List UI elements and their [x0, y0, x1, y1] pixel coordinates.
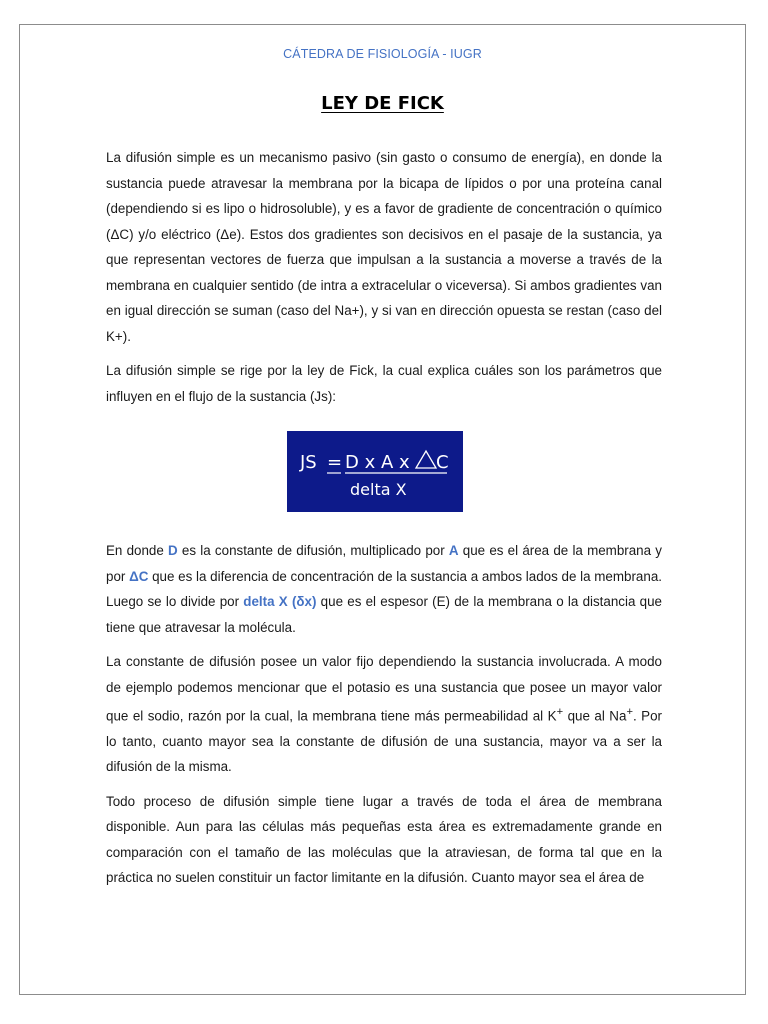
paragraph-diffusion-constant — [106, 649, 662, 780]
term-delta-x: delta X (δx) — [243, 594, 317, 609]
term-a: A — [448, 543, 459, 558]
formula-denominator: delta X — [350, 480, 407, 499]
text-segment: En donde — [106, 543, 169, 558]
text-segment: La constante de difusión posee un valor fijo dependiendo la sustancia involucrada. A modo de ejemplo podemos mencionar que el potasio es una sustancia que posee un mayor valor que el sodio, razón por la cual, la membrana tiene más permeabilidad al K — [106, 654, 662, 724]
delta-triangle-icon — [416, 451, 436, 468]
formula-numerator: D x A x — [345, 452, 410, 473]
text-segment: que al Na — [563, 708, 627, 724]
fick-formula-svg — [287, 431, 463, 512]
document-page — [19, 24, 746, 995]
text-segment: es la constante de difusión, multiplicado por — [177, 543, 449, 558]
paragraph-formula-explanation — [106, 538, 662, 640]
fick-formula-image — [287, 431, 463, 512]
page-header: CÁTEDRA DE FISIOLOGÍA - IUGR — [283, 47, 482, 61]
formula-lhs: JS — [300, 452, 317, 473]
superscript-plus: + — [556, 706, 564, 718]
body-block-bottom — [106, 538, 662, 900]
paragraph-fick-law-intro: La difusión simple se rige por la ley de Fick, la cual explica cuáles son los parámetros que influyen en el flujo de la sustancia (Js): — [106, 363, 662, 404]
formula-equals: = — [327, 452, 343, 473]
text-segment: que es el área de la membrana y por — [106, 543, 662, 584]
text-segment: que es el espesor (E) de la membrana o la distancia que tiene que atravesar la molécula. — [106, 594, 662, 635]
text-segment: que es la diferencia de concentración de la sustancia a ambos lados de la membrana. Luego se lo divide por — [106, 568, 662, 609]
superscript-plus: + — [626, 706, 633, 718]
term-d: D — [168, 543, 178, 558]
paragraph-diffusion-intro: La difusión simple es un mecanismo pasivo (sin gasto o consumo de energía), en donde la sustancia puede atravesar la membrana por la bicapa de lípidos o por una proteína canal (dependiendo si es lipo o hidrosoluble), y es a favor de gradiente de concentración o químico (ΔC) y/o eléctrico (Δe). Estos dos gradientes son decisivos en el pasaje de la sustancia, ya que representan vectores de fuerza que impulsan a la sustancia a moverse a través de la membrana en cualquier sentido (de intra a extracelular o viceversa). Si ambos gradientes van en igual dirección se suman (caso del Na+), y si van en dirección opuesta se restan (caso del K+). — [106, 150, 662, 344]
term-delta-c: ΔC — [129, 568, 149, 584]
document-title: LEY DE FICK — [321, 93, 444, 114]
formula-numerator-c: C — [436, 452, 449, 473]
paragraph-membrane-area: Todo proceso de difusión simple tiene lugar a través de toda el área de membrana disponible. Aun para las células más pequeñas esta área es extremadamente grande en comparación con el tamaño de las moléculas que la atraviesan, de forma tal que en la práctica no suelen constituir un factor limitante en la difusión. Cuanto mayor sea el área de — [106, 793, 662, 886]
body-block-top — [106, 145, 662, 418]
text-segment: . Por lo tanto, cuanto mayor sea la constante de difusión de una sustancia, mayor va a ser la difusión de la misma. — [106, 708, 662, 775]
